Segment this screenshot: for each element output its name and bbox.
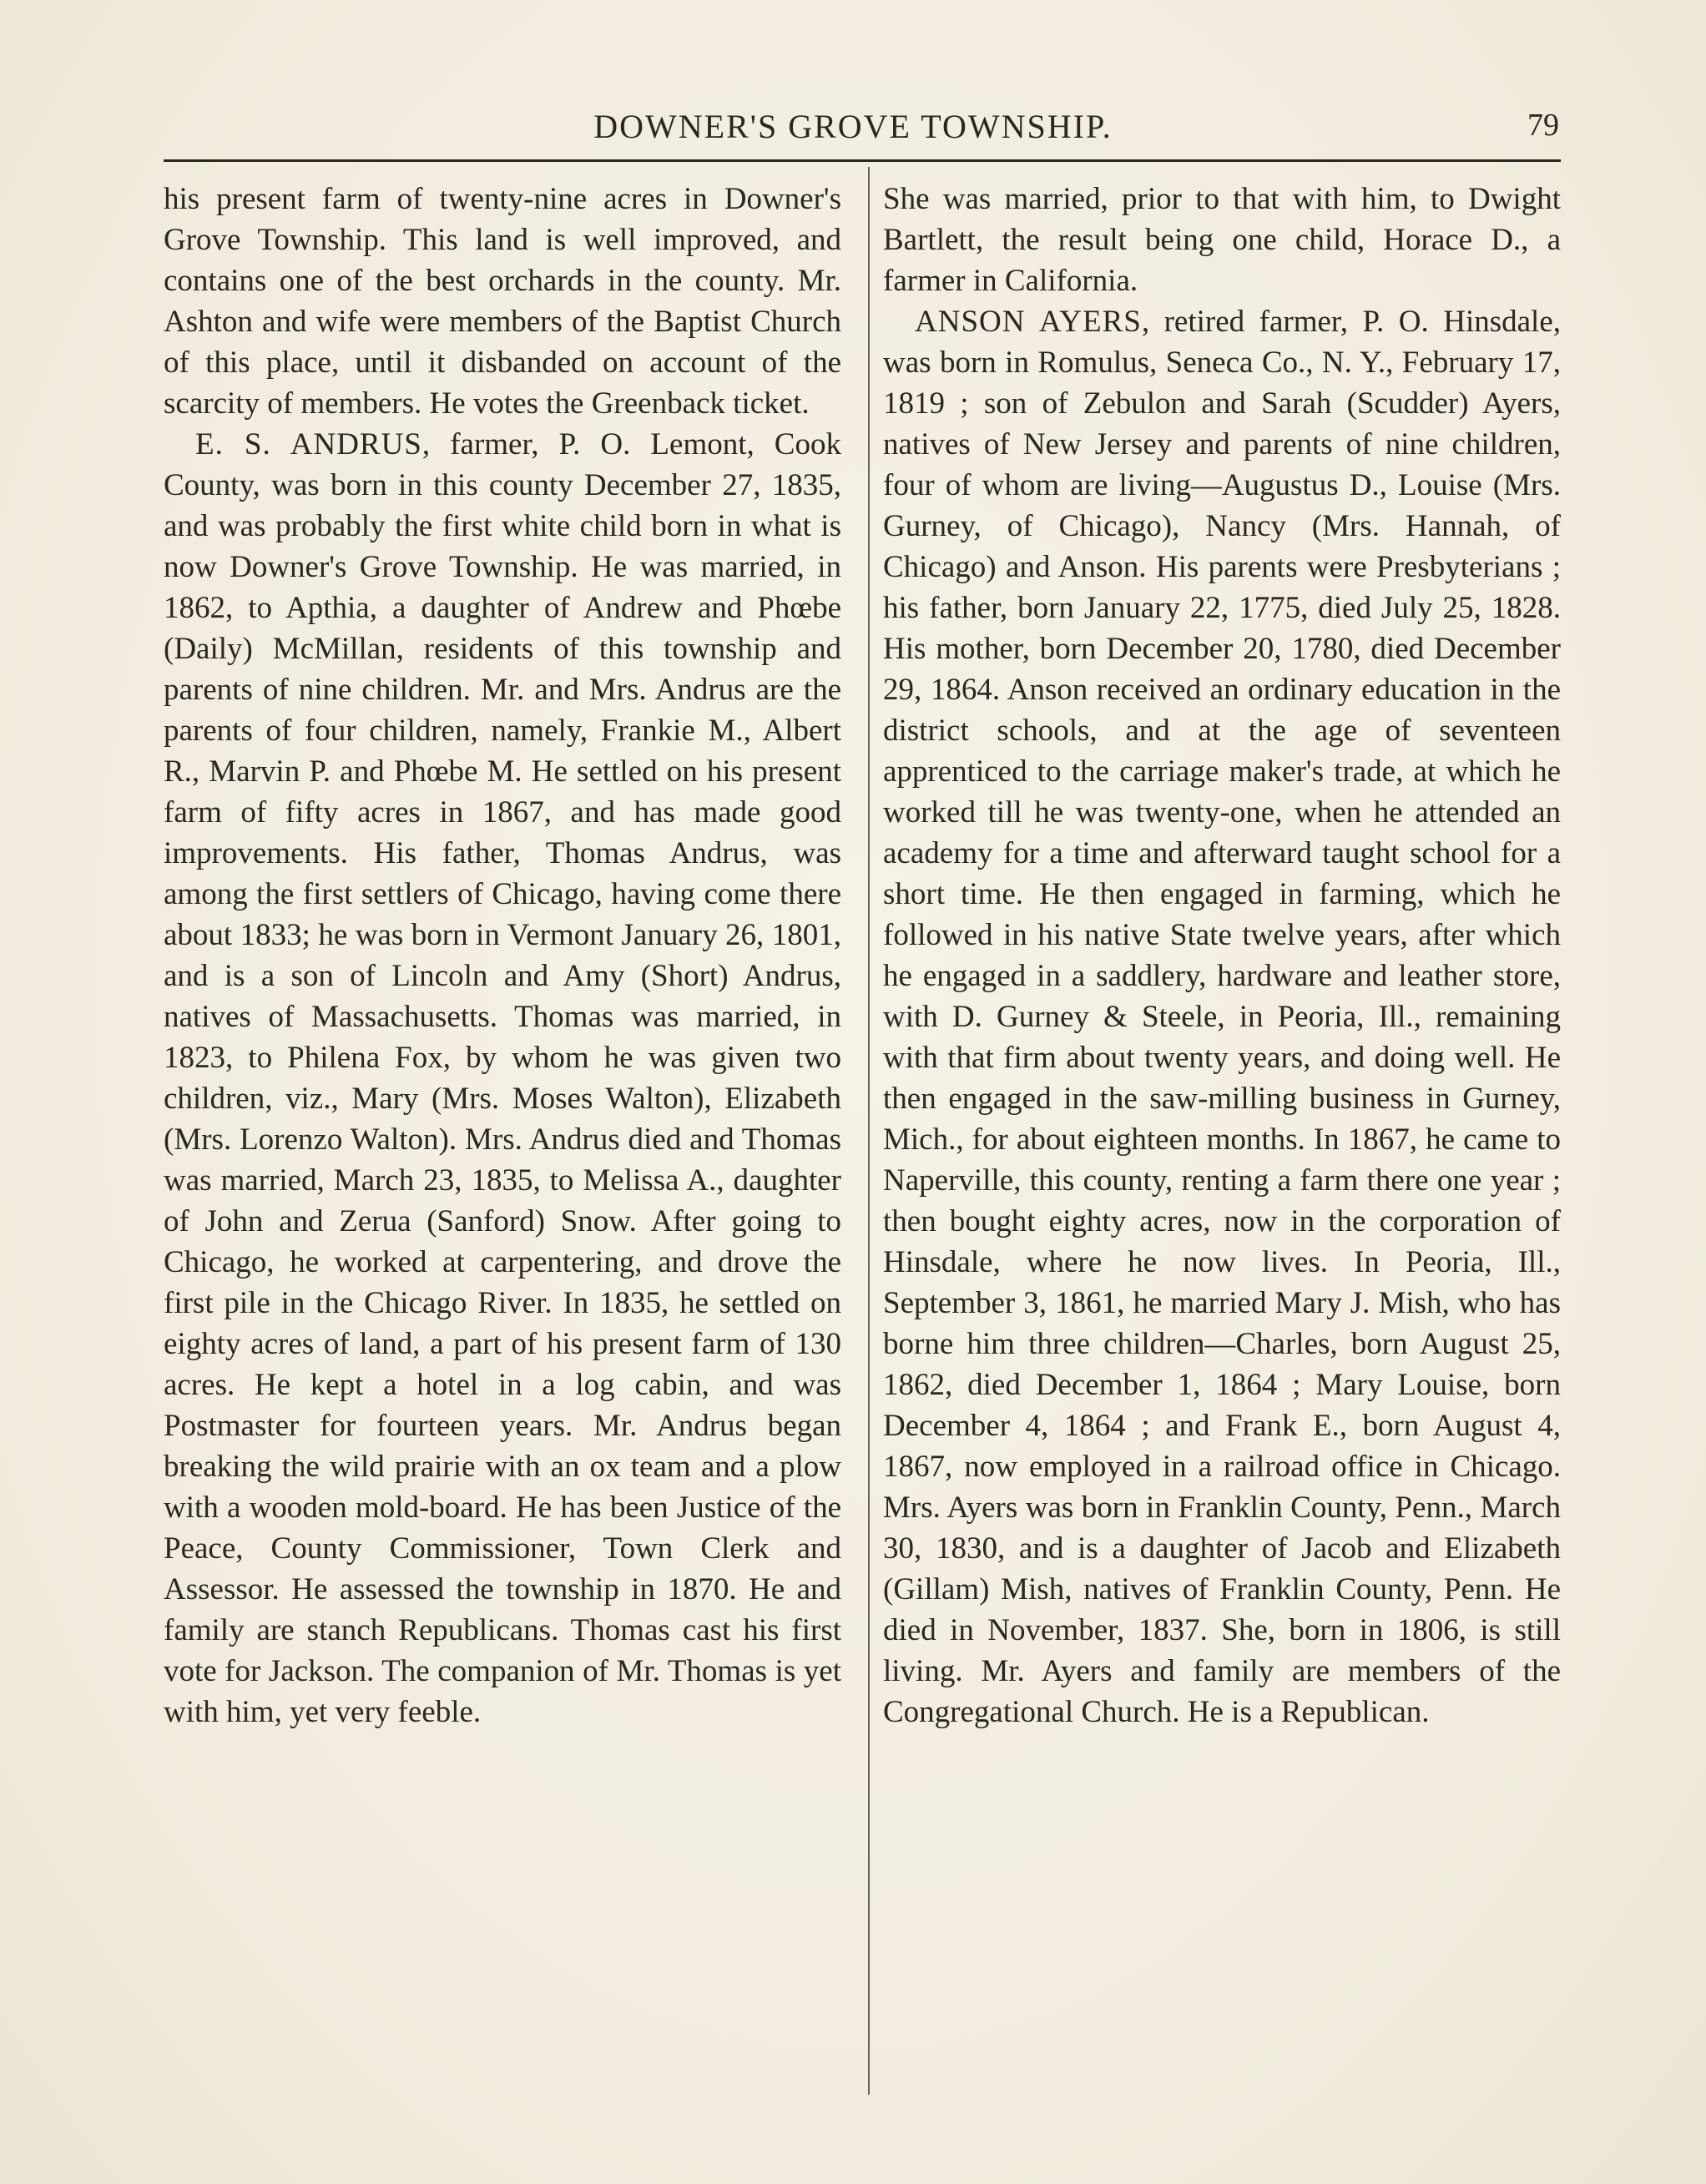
running-title: DOWNER'S GROVE TOWNSHIP. [593,108,1113,145]
entry-body-ayers: , retired farmer, P. O. Hinsdale, was born in Romulus, Seneca Co., N. Y., February 17, 1819 ; son of Zebulon and Sarah (Scudder) Ayers, natives of New Jersey and parents of nine children, four of whom are living—Augustus D., Louise (Mrs. Gurney, of Chicago), Nancy (Mrs. Hannah, of Chicago) and Anson. His parents were Presbyterians ; his father, born January 22, 1775, died July 25, 1828. His mother, born December 20, 1780, died December 29, 1864. Anson received an ordinary education in the district schools, and at the age of seventeen apprenticed to the carriage maker's trade, at which he worked till he was twenty-one, when he attended an academy for a time and afterward taught school for a short time. He then engaged in farming, which he followed in his native State twelve years, after which he engaged in a saddlery, hardware and leather store, with D. Gurney & Steele, in Peoria, Ill., remaining with that firm about twenty years, and doing well. He then engaged in the saw-milling business in Gurney, Mich., for about eighteen months. In 1867, he came to Naperville, this county, renting a farm there one year ; then bought eighty acres, now in the corporation of Hinsdale, where he now lives. In Peoria, Ill., September 3, 1861, he married Mary J. Mish, who has borne him three children—Charles, born August 25, 1862, died December 1, 1864 ; Mary Louise, born December 4, 1864 ; and Frank E., born August 4, 1867, now employed in a railroad office in Chicago. Mrs. Ayers was born in Franklin County, Penn., March 30, 1830, and is a daughter of Jacob and Elizabeth (Gillam) Mish, natives of Franklin County, Penn. He died in November, 1837. She, born in 1806, is still living. Mr. Ayers and family are members of the Congregational Church. He is a Republican. [883,305,1561,1729]
paragraph-ayers [883,301,1561,1733]
header-rule [164,159,1561,162]
entry-name-andrus: E. S. ANDRUS [195,427,422,462]
entry-body-andrus: , farmer, P. O. Lemont, Cook County, was born in this county December 27, 1835, and was probably the first white child born in what is now Downer's Grove Township. He was married, in 1862, to Apthia, a daughter of Andrew and Phœbe (Daily) McMillan, residents of this township and parents of nine children. Mr. and Mrs. Andrus are the parents of four children, namely, Frankie M., Albert R., Marvin P. and Phœbe M. He settled on his present farm of fifty acres in 1867, and has made good improvements. His father, Thomas Andrus, was among the first settlers of Chicago, having come there about 1833; he was born in Vermont January 26, 1801, and is a son of Lincoln and Amy (Short) Andrus, natives of Massachusetts. Thomas was married, in 1823, to Philena Fox, by whom he was given two children, viz., Mary (Mrs. Moses Walton), Elizabeth (Mrs. Lorenzo Walton). Mrs. Andrus died and Thomas was married, March 23, 1835, to Melissa A., daughter of John and Zerua (Sanford) Snow. After going to Chicago, he worked at carpentering, and drove the first pile in the Chicago River. In 1835, he settled on eighty acres of land, a part of his present farm of 130 acres. He kept a hotel in a log cabin, and was Postmaster for fourteen years. Mr. Andrus began breaking the wild prairie with an ox team and a plow with a wooden mold-board. He has been Justice of the Peace, County Commissioner, Town Clerk and Assessor. He assessed the township in 1870. He and family are stanch Republicans. Thomas cast his first vote for Jackson. The companion of Mr. Thomas is yet with him, yet very feeble. [164,427,841,1729]
paragraph-andrus [164,424,841,1733]
left-column [164,179,841,1733]
paragraph-ashton-continued: his present farm of twenty-nine acres in Downer's Grove Township. This land is well improved, and contains one of the best orchards in the county. Mr. Ashton and wife were members of the Baptist Church of this place, until it disbanded on account of the scarcity of members. He votes the Greenback ticket. [164,182,841,421]
page-number: 79 [1527,108,1559,143]
running-head [0,107,1706,149]
paragraph-andrus-continued: She was married, prior to that with him, to Dwight Bartlett, the result being one child, Horace D., a farmer in California. [883,182,1561,298]
right-column [883,179,1561,1733]
entry-name-ayers: ANSON AYERS [915,305,1142,339]
column-divider [868,167,870,2095]
